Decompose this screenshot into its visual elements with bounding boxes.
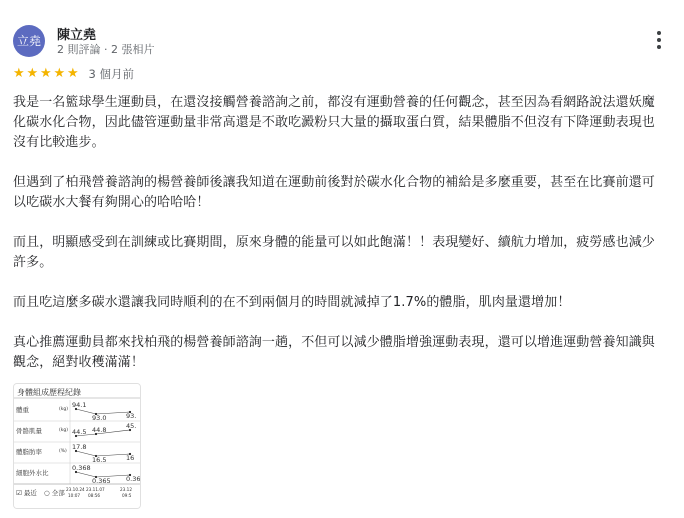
time-label: 10:07 bbox=[68, 493, 81, 498]
rating-row bbox=[13, 66, 134, 82]
filter-all: ○ 全部 bbox=[44, 489, 65, 497]
review-paragraph: 但遇到了柏飛營養諮詢的楊營養師後讓我知道在運動前後對於碳水化合物的補給是多麼重要，甚至在比賽前還可以吃碳水大餐有夠開心的哈哈哈！ bbox=[13, 175, 655, 210]
row-label: 體重 bbox=[16, 406, 29, 414]
date-label: 23.12 bbox=[120, 487, 132, 492]
row-label: 細胞外水比 bbox=[16, 469, 49, 477]
review-photo[interactable] bbox=[13, 383, 141, 509]
review-header bbox=[13, 24, 668, 58]
star-rating bbox=[13, 66, 81, 82]
row-value: 45. bbox=[126, 422, 137, 430]
row-unit: (%) bbox=[59, 449, 67, 454]
avatar[interactable]: 立堯 bbox=[13, 25, 45, 57]
star-icon: ★ bbox=[53, 66, 66, 81]
row-value: 16.5 bbox=[92, 456, 107, 464]
body-composition-chart bbox=[14, 384, 140, 508]
filter-recent: ☑ 最近 bbox=[16, 489, 37, 497]
row-value: 94.1 bbox=[72, 401, 87, 409]
row-label: 體脂肪率 bbox=[16, 448, 42, 456]
review-paragraph: 而且吃這麼多碳水還讓我同時順利的在不到兩個月的時間就減掉了1.7%的體脂，肌肉量還增加！ bbox=[13, 295, 571, 310]
date-label: 23.10.24 bbox=[66, 487, 85, 492]
row-value: 93. bbox=[126, 412, 137, 420]
row-label: 骨骼肌量 bbox=[16, 427, 42, 435]
date-label: 23.11.07 bbox=[86, 487, 105, 492]
row-value: 44.8 bbox=[92, 426, 107, 434]
row-value: 0.365 bbox=[92, 477, 111, 485]
row-unit: (kg) bbox=[59, 428, 68, 433]
row-value: 93.0 bbox=[92, 414, 107, 422]
review-text bbox=[13, 93, 663, 393]
row-value: 16 bbox=[126, 454, 135, 462]
more-options-icon[interactable] bbox=[650, 28, 668, 52]
star-icon: ★ bbox=[40, 66, 52, 81]
star-icon: ★ bbox=[67, 66, 79, 81]
time-label: 09:5 bbox=[122, 493, 132, 498]
row-value: 17.8 bbox=[72, 443, 87, 451]
review-paragraph: 我是一名籃球學生運動員，在還沒接觸營養諮詢之前，都沒有運動營養的任何觀念，甚至因為看網路說法還妖魔化碳水化合物，因此儘管運動量非常高還是不敢吃澱粉只大量的攝取蛋白質，結果體脂不但沒有下降運動表現也沒有比較進步。 bbox=[13, 95, 655, 150]
row-value: 0.368 bbox=[72, 464, 91, 472]
review-paragraph: 而且，明顯感受到在訓練或比賽期間，原來身體的能量可以如此飽滿！！表現變好、續航力增加，疲勞感也減少許多。 bbox=[13, 235, 655, 270]
row-unit: (kg) bbox=[59, 407, 68, 412]
star-icon: ★ bbox=[13, 66, 25, 81]
reviewer-name[interactable]: 陳立堯 bbox=[57, 28, 97, 43]
reviewer-meta: 2 則評論 · 2 張相片 bbox=[57, 43, 155, 56]
photo-title: 身體組成歷程紀錄 bbox=[17, 388, 81, 397]
review-date: 3 個月前 bbox=[88, 67, 134, 81]
star-icon: ★ bbox=[26, 66, 39, 81]
row-value: 0.36 bbox=[126, 475, 140, 483]
time-label: 08:56 bbox=[88, 493, 101, 498]
row-value: 44.5 bbox=[72, 428, 87, 436]
review-paragraph: 真心推薦運動員都來找柏飛的楊營養師諮詢一趟，不但可以減少體脂增強運動表現，還可以增進運動營養知識與觀念，絕對收穫滿滿！ bbox=[13, 335, 655, 370]
